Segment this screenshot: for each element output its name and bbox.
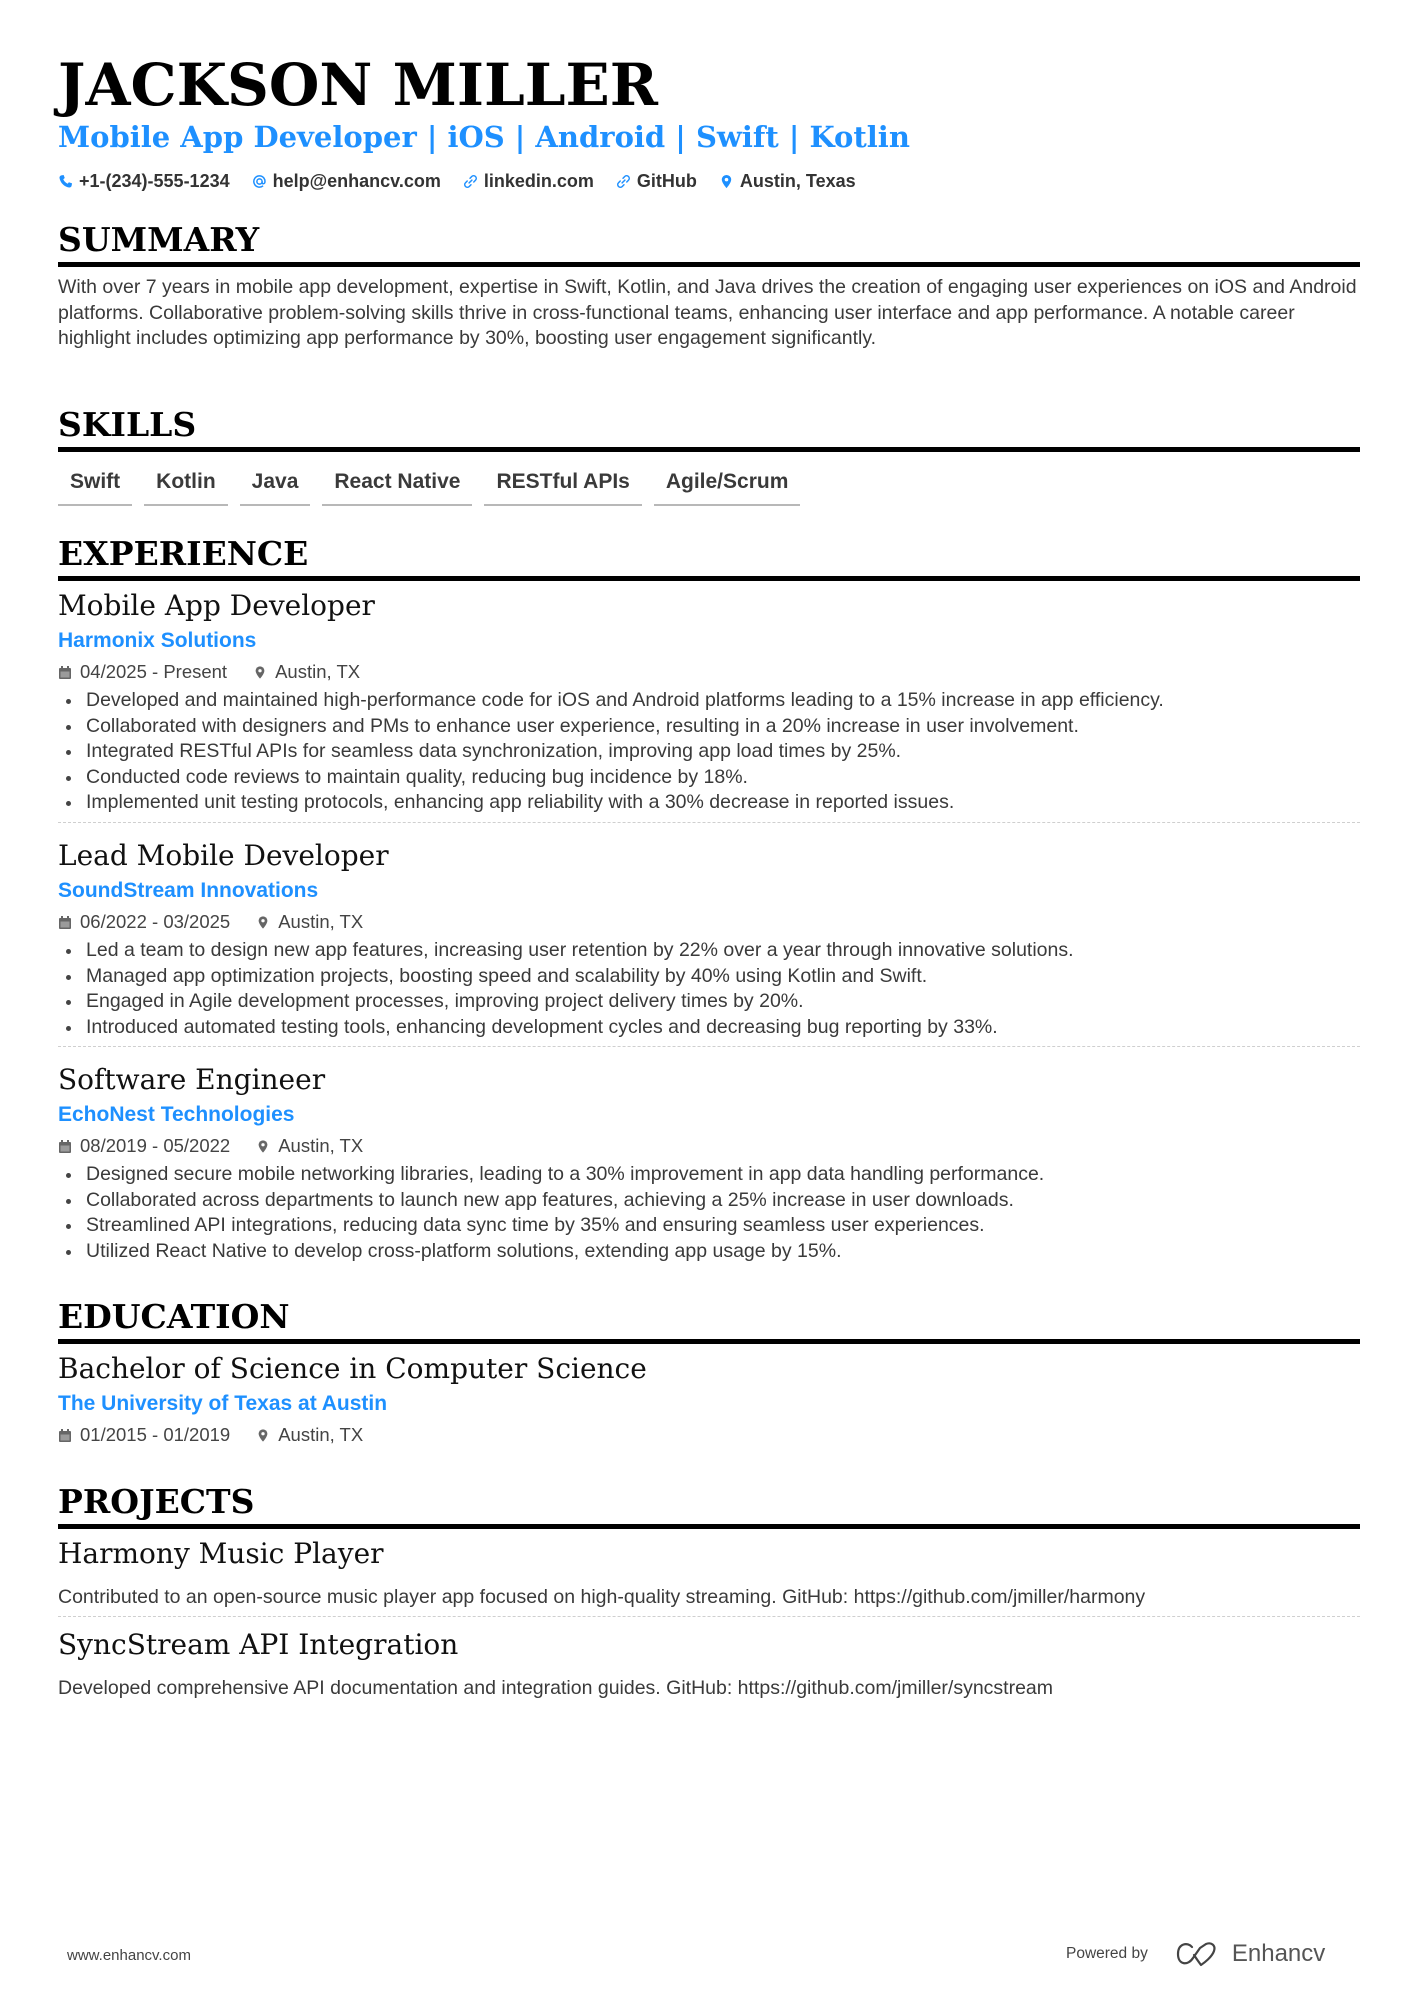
achievement-item: Designed secure mobile networking libraries, leading to a 30% improvement in app data handling performance. [58,1162,1360,1188]
entry-divider [58,822,1360,823]
section-title-education: EDUCATION [58,1297,1360,1344]
project-description: Contributed to an open-source music player app focused on high-quality streaming. GitHub: https://github.com/jmiller/harmony [58,1586,1146,1608]
job-meta [58,908,1360,936]
experience-entry [58,1062,1360,1264]
contact-email[interactable] [252,168,441,194]
skill-tag: Agile/Scrum [654,468,801,506]
job-title: Mobile App Developer [58,589,375,622]
contact-phone[interactable] [58,168,230,194]
location-text: Austin, Texas [739,171,856,191]
location-icon [253,665,267,680]
achievement-list [58,938,1360,1040]
degree-title: Bachelor of Science in Computer Science [58,1352,647,1385]
link-icon [616,174,631,189]
section-title-projects: PROJECTS [58,1482,1360,1529]
achievement-item: Developed and maintained high-performance code for iOS and Android platforms leading to a 15% increase in app efficiency. [58,688,1360,714]
school-location: Austin, TX [278,1424,364,1445]
date-range: 01/2015 - 01/2019 [80,1424,231,1445]
achievement-item: Led a team to design new app features, increasing user retention by 22% over a year through innovative solutions. [58,938,1360,964]
link-icon [463,174,478,189]
education-entry [58,1351,1360,1449]
at-icon [252,174,267,189]
linkedin-link: linkedin.com [483,171,594,191]
location-icon [719,174,734,189]
entry-divider [58,1616,1360,1617]
company-name: SoundStream Innovations [58,879,319,902]
phone-icon [58,174,73,189]
date-range: 06/2022 - 03/2025 [80,911,231,932]
contact-location [719,168,856,194]
section-title-experience: EXPERIENCE [58,534,1360,581]
footer-website[interactable]: www.enhancv.com [67,1947,191,1964]
job-title: Lead Mobile Developer [58,839,389,872]
contact-github[interactable] [616,168,697,194]
achievement-list [58,688,1360,816]
brand-logo[interactable] [1174,1940,1325,1968]
enhancv-logo-icon [1174,1941,1220,1967]
company-name: EchoNest Technologies [58,1103,295,1126]
experience-entry [58,838,1360,1047]
entry-divider [58,1046,1360,1047]
school-name: The University of Texas at Austin [58,1392,388,1415]
achievement-item: Integrated RESTful APIs for seamless data synchronization, improving app load times by 25%. [58,739,1360,765]
achievement-item: Implemented unit testing protocols, enhancing app reliability with a 30% decrease in reported issues. [58,790,1360,816]
job-location: Austin, TX [278,911,364,932]
company-name: Harmonix Solutions [58,629,257,652]
education-meta [58,1421,1360,1449]
contact-linkedin[interactable] [463,168,594,194]
location-icon [256,915,270,930]
achievement-list [58,1162,1360,1264]
section-title-summary: SUMMARY [58,220,1360,267]
calendar-icon [58,1139,72,1154]
experience-entry [58,588,1360,823]
summary-text: With over 7 years in mobile app development, expertise in Swift, Kotlin, and Java drives the creation of engaging user experiences on iOS and Android platforms. Collaborative problem-solving skills thrive in cross-functional teams, enhancing user interface and app performance. A notable career highlight includes optimizing app performance by 30%, boosting user engagement significantly. [58,276,1357,349]
skill-tag: RESTful APIs [484,468,641,506]
skill-tag: Swift [58,468,132,506]
project-description: Developed comprehensive API documentation and integration guides. GitHub: https://github.com/jmiller/syncstream [58,1677,1054,1699]
date-range: 08/2019 - 05/2022 [80,1135,231,1156]
skill-tag: React Native [322,468,472,506]
project-title: SyncStream API Integration [58,1628,459,1661]
phone-number: +1-(234)-555-1234 [79,171,230,191]
achievement-item: Managed app optimization projects, boosting speed and scalability by 40% using Kotlin and Swift. [58,964,1360,990]
brand-name: Enhancv [1231,1940,1326,1967]
calendar-icon [58,665,72,680]
achievement-item: Collaborated with designers and PMs to enhance user experience, resulting in a 20% increase in user involvement. [58,714,1360,740]
job-location: Austin, TX [275,661,361,682]
date-range: 04/2025 - Present [80,661,228,682]
candidate-name: JACKSON MILLER [58,51,658,119]
achievement-item: Collaborated across departments to launch new app features, achieving a 25% increase in user downloads. [58,1188,1360,1214]
job-title: Software Engineer [58,1063,326,1096]
location-icon [256,1428,270,1443]
achievement-item: Engaged in Agile development processes, improving project delivery times by 20%. [58,989,1360,1015]
skill-tag: Java [240,468,311,506]
footer-branding [1066,1940,1325,1968]
achievement-item: Conducted code reviews to maintain quality, reducing bug incidence by 18%. [58,765,1360,791]
github-link: GitHub [636,171,697,191]
location-icon [256,1139,270,1154]
project-title: Harmony Music Player [58,1537,384,1570]
headline: Mobile App Developer | iOS | Android | Swift | Kotlin [58,120,910,154]
job-meta [58,1132,1360,1160]
achievement-item: Introduced automated testing tools, enhancing development cycles and decreasing bug reporting by 33%. [58,1015,1360,1041]
achievement-item: Utilized React Native to develop cross-platform solutions, extending app usage by 15%. [58,1239,1360,1265]
achievement-item: Streamlined API integrations, reducing data sync time by 35% and ensuring seamless user experiences. [58,1213,1360,1239]
calendar-icon [58,1428,72,1443]
contact-bar [58,168,856,194]
email-address: help@enhancv.com [272,171,441,191]
skill-tag: Kotlin [144,468,227,506]
project-entry [58,1536,1360,1617]
job-location: Austin, TX [278,1135,364,1156]
project-entry [58,1627,1360,1701]
skills-list [58,468,800,506]
calendar-icon [58,915,72,930]
section-title-skills: SKILLS [58,405,1360,452]
job-meta [58,658,1360,686]
powered-by-label: Powered by [1066,1945,1148,1962]
